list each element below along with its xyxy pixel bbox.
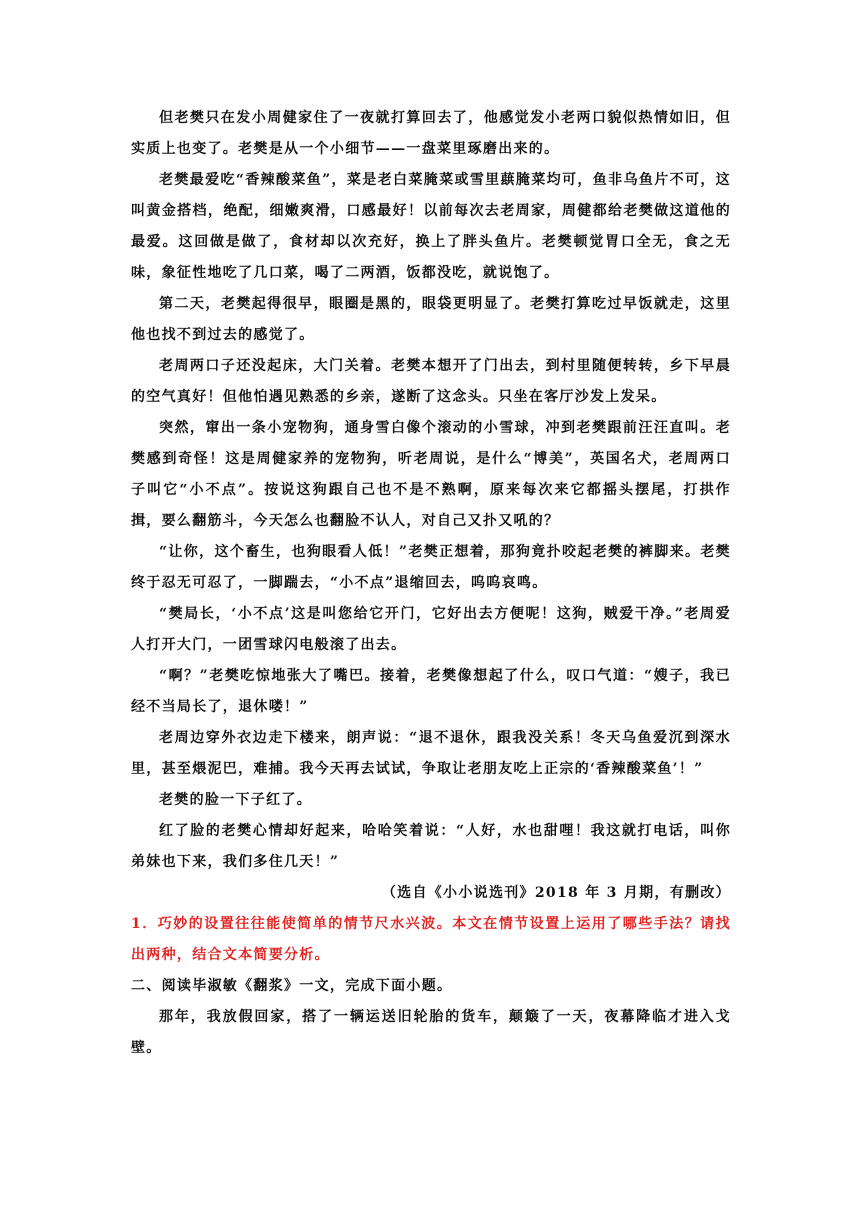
story-paragraph-10: 老樊的脸一下子红了。 [159,792,312,808]
story-paragraph-8: “啊？”老樊吃惊地张大了嘴巴。接着，老樊像想起了什么，叹口气道：“嫂子，我已经不当局长了，退休喽！” [131,668,731,715]
story-paragraph-9: 老周边穿外衣边走下楼来，朗声说：“退不退休，跟我没关系！冬天乌鱼爱沉到深水里，甚至煨泥巴，难捕。我今天再去试试，争取让老朋友吃上正宗的‘香辣酸菜鱼’！” [131,730,731,777]
source-citation: （选自《小小说选刊》2018 年 3 月期，有删改） [381,885,731,901]
story-paragraph-2: 老樊最爱吃“香辣酸菜鱼”，菜是老白菜腌菜或雪里蕻腌菜均可，鱼非乌鱼片不可，这叫黄金搭档，绝配，细嫩爽滑，口感最好！以前每次去老周家，周健都给老樊做这道他的最爱。这回做是做了，食材却以次充好，换上了胖头鱼片。老樊顿觉胃口全无，食之无味，象征性地吃了几口菜，喝了二两酒，饭都没吃，就说饱了。 [131,172,731,281]
story-paragraph-3: 第二天，老樊起得很早，眼圈是黑的，眼袋更明显了。老樊打算吃过早饭就走，这里他也找不到过去的感觉了。 [131,296,731,343]
story-paragraph-7: “樊局长，‘小不点’这是叫您给它开门，它好出去方便呢！这狗，贼爱干净。”老周爱人打开大门，一团雪球闪电般滚了出去。 [131,606,731,653]
document-page [131,103,731,1064]
section-heading: 二、阅读毕淑敏《翻浆》一文，完成下面小题。 [131,978,453,994]
story-paragraph-4: 老周两口子还没起床，大门关着。老樊本想开了门出去，到村里随便转转，乡下早晨的空气真好！但他怕遇见熟悉的乡亲，遂断了这念头。只坐在客厅沙发上发呆。 [131,358,731,405]
question-1: 1．巧妙的设置往往能使简单的情节尺水兴波。本文在情节设置上运用了哪些手法？请找出两种，结合文本简要分析。 [131,916,731,963]
story-paragraph-6: “让你，这个畜生，也狗眼看人低！”老樊正想着，那狗竟扑咬起老樊的裤脚来。老樊终于忍无可忍了，一脚踹去，“小不点”退缩回去，呜呜哀鸣。 [131,544,731,591]
story-paragraph-1: 但老樊只在发小周健家住了一夜就打算回去了，他感觉发小老两口貌似热情如旧，但实质上也变了。老樊是从一个小细节——一盘菜里琢磨出来的。 [131,110,731,157]
story-paragraph-11: 红了脸的老樊心情却好起来，哈哈笑着说：“人好，水也甜哩！我这就打电话，叫你弟妹也下来，我们多住几天！” [131,823,731,870]
next-story-paragraph: 那年，我放假回家，搭了一辆运送旧轮胎的货车，颠簸了一天，夜幕降临才进入戈壁。 [131,1009,731,1056]
story-paragraph-5: 突然，窜出一条小宠物狗，通身雪白像个滚动的小雪球，冲到老樊跟前汪汪直叫。老樊感到奇怪！这是周健家养的宠物狗，听老周说，是什么“博美”，英国名犬，老周两口子叫它“小不点”。按说这狗跟自己也不是不熟啊，原来每次来它都摇头摆尾，打拱作揖，要么翻筋斗，今天怎么也翻脸不认人，对自己又扑又吼的？ [131,420,731,529]
